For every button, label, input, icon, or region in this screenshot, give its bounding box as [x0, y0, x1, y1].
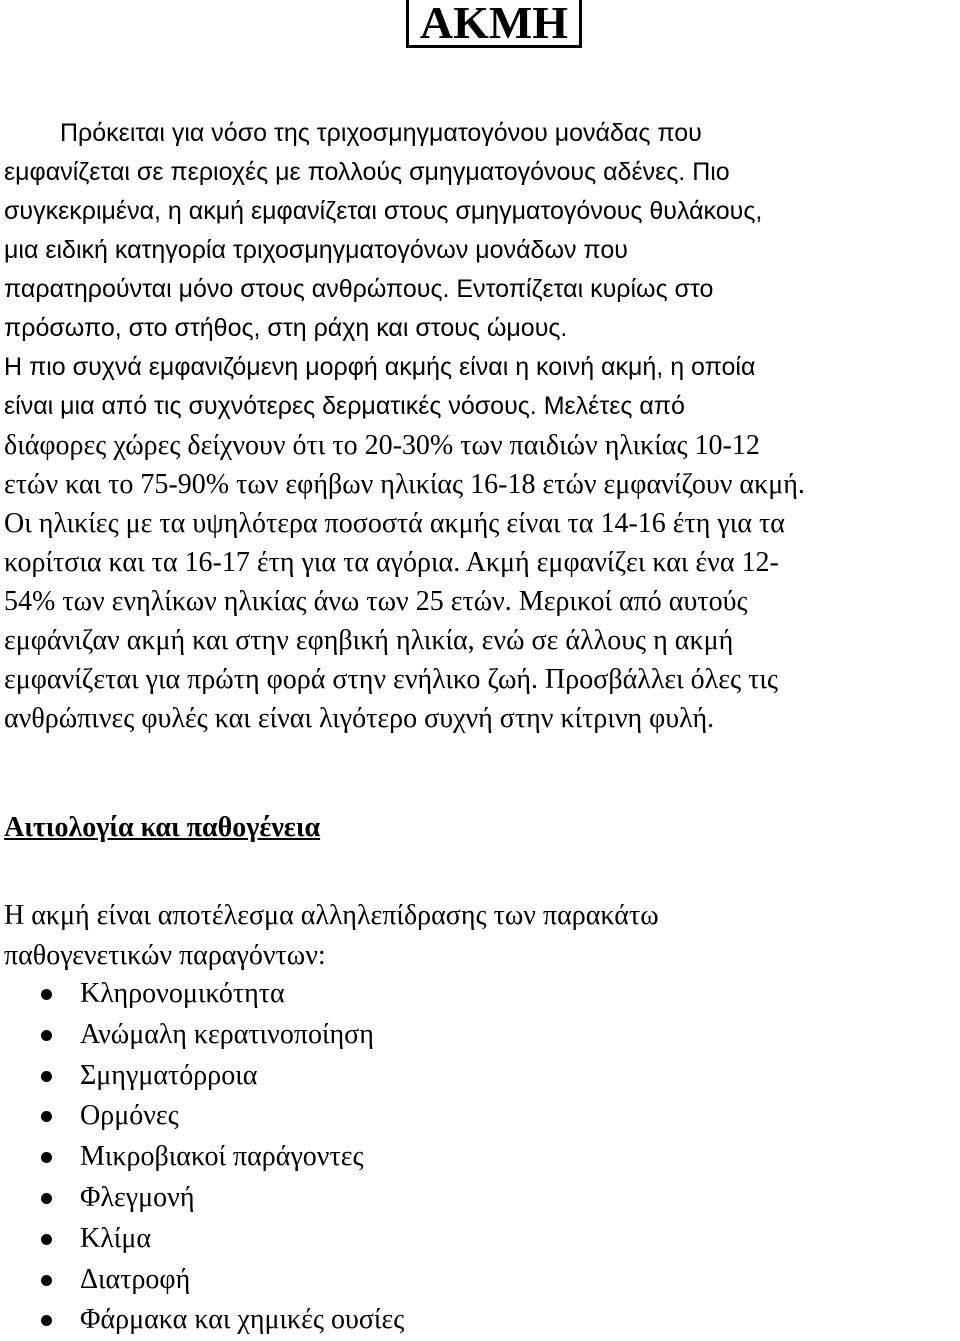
intro-line: πρόσωπο, στο στήθος, στη ράχη και στους ώμους.: [4, 314, 568, 342]
list-item: [0, 1015, 960, 1056]
bullet-icon: [41, 1234, 52, 1245]
bullet-icon: [41, 1275, 52, 1286]
bullet-icon: [41, 1030, 52, 1041]
intro-line: ανθρώπινες φυλές και είναι λιγότερο συχνή στην κίτρινη φυλή.: [4, 703, 715, 734]
intro-line: εμφανίζεται για πρώτη φορά στην ενήλικο ζωή. Προσβάλλει όλες τις: [4, 664, 778, 695]
bullet-icon: [41, 1315, 52, 1326]
list-item: [0, 1260, 960, 1301]
intro-line: διάφορες χώρες δείχνουν ότι το 20-30% των παιδιών ηλικίας 10-12: [4, 430, 760, 461]
list-item: [0, 1096, 960, 1137]
lead-line: Η ακμή είναι αποτέλεσμα αλληλεπίδρασης των παρακάτω: [4, 900, 659, 931]
list-item-label: Κληρονομικότητα: [80, 978, 285, 1009]
intro-line: 54% των ενηλίκων ηλικίας άνω των 25 ετών. Μερικοί από αυτούς: [4, 586, 748, 617]
list-item-label: Ανώμαλη κερατινοποίηση: [80, 1018, 374, 1050]
intro-line: μια ειδική κατηγορία τριχοσμηγματογόνων μονάδων που: [4, 236, 628, 264]
list-item-label: Διατροφή: [80, 1263, 191, 1295]
list-item: [0, 1219, 960, 1260]
intro-line: Πρόκειται για νόσο της τριχοσμηγματογόνου μονάδας που: [60, 119, 702, 147]
document-title: ΑΚΜΗ: [406, 0, 582, 48]
list-item-label: Φάρμακα και χημικές ουσίες: [80, 1304, 405, 1336]
bullet-icon: [41, 1152, 52, 1163]
intro-line: εμφάνιζαν ακμή και στην εφηβική ηλικία, ενώ σε άλλους η ακμή: [4, 625, 734, 656]
list-item: [0, 974, 960, 1015]
list-item: [0, 1300, 960, 1341]
list-item-label: Κλίμα: [80, 1222, 152, 1254]
bullet-icon: [41, 1111, 52, 1122]
lead-line: παθογενετικών παραγόντων:: [4, 940, 326, 971]
list-item-label: Ορμόνες: [80, 1100, 179, 1132]
list-item-label: Φλεγμονή: [80, 1181, 195, 1213]
intro-line: ετών και το 75-90% των εφήβων ηλικίας 16-18 ετών εμφανίζουν ακμή.: [4, 469, 805, 500]
section-heading: Αιτιολογία και παθογένεια: [4, 812, 321, 843]
list-item: [0, 1178, 960, 1219]
bullet-icon: [41, 1193, 52, 1204]
lead-paragraph: [4, 896, 956, 976]
intro-line: συγκεκριμένα, η ακμή εμφανίζεται στους σμηγματογόνους θυλάκους,: [4, 197, 763, 225]
list-item-label: Σμηγματόρροια: [80, 1059, 258, 1091]
intro-line: κορίτσια και τα 16-17 έτη για τα αγόρια. Ακμή εμφανίζει και ένα 12-: [4, 547, 779, 578]
list-item: [0, 1137, 960, 1178]
intro-line: είναι μια από τις συχνότερες δερματικές νόσους. Μελέτες από: [4, 392, 685, 420]
intro-line: Η πιο συχνά εμφανιζόμενη μορφή ακμής είναι η κοινή ακμή, η οποία: [4, 353, 756, 381]
intro-line: εμφανίζεται σε περιοχές με πολλούς σμηγματογόνους αδένες. Πιο: [4, 158, 730, 186]
list-item: [0, 1056, 960, 1097]
intro-line: Οι ηλικίες με τα υψηλότερα ποσοστά ακμής είναι τα 14-16 έτη για τα: [4, 508, 785, 539]
intro-line: παρατηρούνται μόνο στους ανθρώπους. Εντοπίζεται κυρίως στο: [4, 275, 714, 303]
factors-list: [0, 974, 960, 1341]
intro-paragraph: [4, 114, 956, 738]
bullet-icon: [41, 989, 52, 1000]
bullet-icon: [41, 1071, 52, 1082]
list-item-label: Μικροβιακοί παράγοντες: [80, 1141, 364, 1173]
